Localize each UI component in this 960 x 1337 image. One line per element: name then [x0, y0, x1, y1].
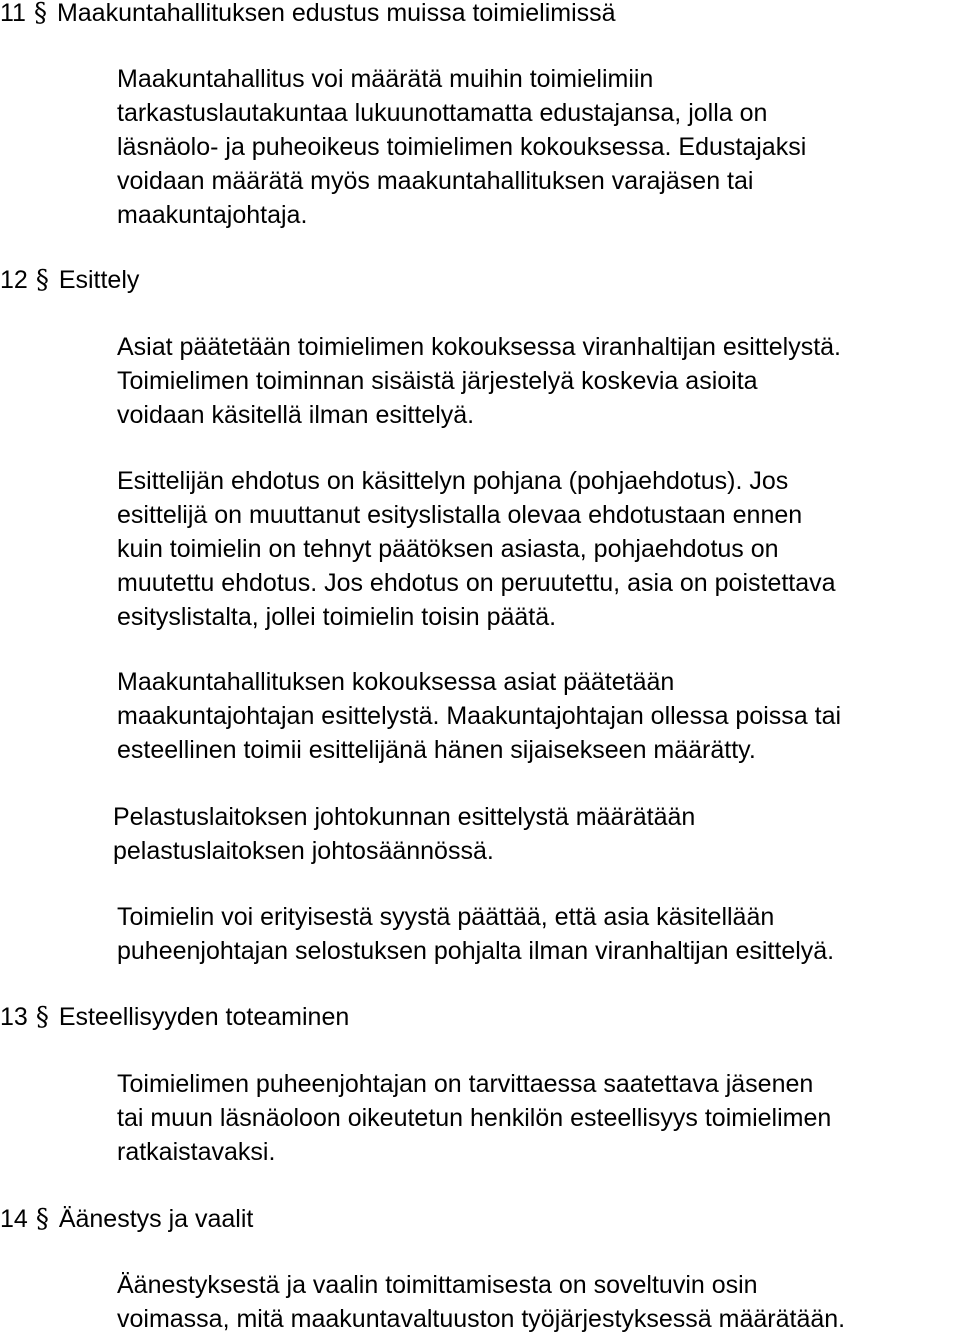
section-heading-14 — [0, 1202, 253, 1236]
section-title: Maakuntahallituksen edustus muissa toimielimissä — [56, 0, 616, 27]
text-line: voidaan määrätä myös maakuntahallituksen varajäsen tai — [117, 167, 754, 195]
section-number: 12 — [0, 266, 28, 294]
section-number: 13 — [0, 1003, 28, 1031]
text-line: Maakuntahallituksen kokouksessa asiat päätetään — [117, 668, 675, 696]
text-line: voidaan käsitellä ilman esittelyä. — [117, 401, 475, 429]
text-line: Esittelijän ehdotus on käsittelyn pohjana (pohjaehdotus). Jos — [117, 467, 789, 495]
text-line: puheenjohtajan selostuksen pohjalta ilman viranhaltijan esittelyä. — [117, 937, 835, 965]
paragraph — [117, 1067, 959, 1169]
paragraph — [117, 62, 959, 232]
text-line: maakuntajohtaja. — [117, 201, 308, 229]
text-line: muutettu ehdotus. Jos ehdotus on peruutettu, asia on poistettava — [117, 569, 836, 597]
section-number: 11 — [0, 0, 26, 27]
section-symbol: § — [35, 265, 49, 295]
paragraph — [117, 665, 959, 767]
text-line: Toimielimen toiminnan sisäistä järjestelyä koskevia asioita — [117, 367, 758, 395]
section-heading-12 — [0, 263, 139, 297]
section-heading-13 — [0, 1000, 349, 1034]
section-heading-11 — [0, 0, 616, 30]
text-line: ratkaistavaksi. — [117, 1138, 276, 1166]
section-title: Äänestys ja vaalit — [58, 1205, 254, 1233]
paragraph — [117, 900, 959, 968]
text-line: maakuntajohtajan esittelystä. Maakuntajohtajan ollessa poissa tai — [117, 702, 842, 730]
text-line: kuin toimielin on tehnyt päätöksen asiasta, pohjaehdotus on — [117, 535, 779, 563]
section-symbol: § — [35, 1204, 49, 1234]
text-line: esityslistalta, jollei toimielin toisin päätä. — [117, 603, 557, 631]
paragraph — [117, 330, 959, 432]
text-line: tarkastuslautakuntaa lukuunottamatta edustajansa, jolla on — [117, 99, 768, 127]
section-symbol: § — [35, 1002, 49, 1032]
section-title: Esteellisyyden toteaminen — [58, 1003, 350, 1031]
section-number: 14 — [0, 1205, 28, 1233]
text-line: pelastuslaitoksen johtosäännössä. — [113, 837, 494, 865]
text-line: Maakuntahallitus voi määrätä muihin toimielimiin — [117, 65, 654, 93]
text-line: Äänestyksestä ja vaalin toimittamisesta on soveltuvin osin — [117, 1271, 758, 1299]
paragraph — [113, 800, 955, 868]
text-line: Toimielimen puheenjohtajan on tarvittaessa saatettava jäsenen — [117, 1070, 814, 1098]
paragraph — [117, 1268, 959, 1336]
text-line: Toimielin voi erityisestä syystä päättää, että asia käsitellään — [117, 903, 775, 931]
section-title: Esittely — [58, 266, 140, 294]
paragraph — [117, 464, 959, 634]
text-line: tai muun läsnäoloon oikeutetun henkilön esteellisyys toimielimen — [117, 1104, 832, 1132]
text-line: voimassa, mitä maakuntavaltuuston työjärjestyksessä määrätään. — [117, 1305, 846, 1333]
text-line: esteellinen toimii esittelijänä hänen sijaisekseen määrätty. — [117, 736, 756, 764]
text-line: Asiat päätetään toimielimen kokouksessa viranhaltijan esittelystä. — [117, 333, 841, 361]
text-line: Pelastuslaitoksen johtokunnan esittelystä määrätään — [113, 803, 696, 831]
text-line: esittelijä on muuttanut esityslistalla olevaa ehdotustaan ennen — [117, 501, 803, 529]
text-line: läsnäolo- ja puheoikeus toimielimen kokouksessa. Edustajaksi — [117, 133, 807, 161]
section-symbol: § — [33, 0, 47, 28]
